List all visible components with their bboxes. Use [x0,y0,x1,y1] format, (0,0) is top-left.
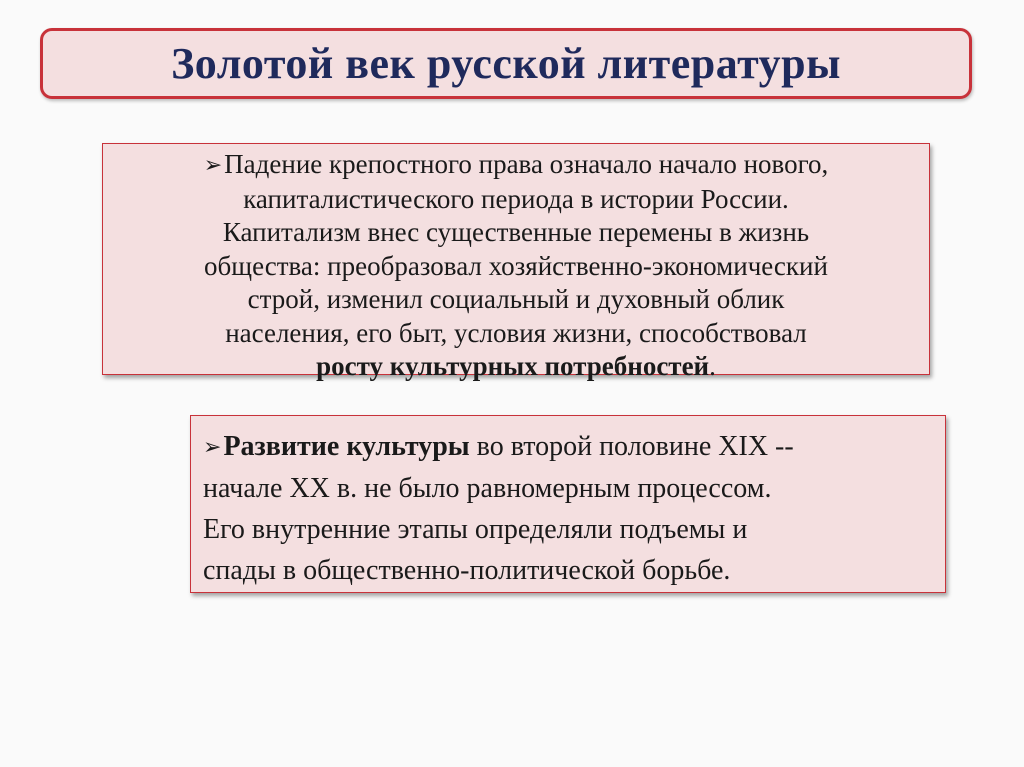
paragraph-line: общества: преобразовал хозяйственно-экономический [204,250,828,281]
emphasis-text: росту культурных потребностей [316,351,710,381]
arrow-bullet-icon: ➢ [203,435,222,460]
paragraph-line: строй, изменил социальный и духовный облик [247,284,785,314]
paragraph-line: Капитализм внес существенные перемены в жизнь [222,217,810,247]
paragraph-line [113,350,919,384]
paragraph-text: во второй половине XIX -- [469,431,794,462]
paragraph-line [203,426,935,468]
arrow-bullet-icon: ➢ [203,153,223,178]
paragraph-line [113,148,919,183]
paragraph-line: начале XX в. не было равномерным процессом. [203,473,772,504]
text-block-serfdom [102,143,930,381]
paragraph-end: . [709,351,716,381]
emphasis-text: Развитие культуры [223,431,470,462]
paragraph-line: спады в общественно-политической борьбе. [203,555,731,586]
text-block-culture [190,415,946,593]
title-box [40,28,972,99]
paragraph-line: Его внутренние этапы определяли подъемы и [203,514,748,545]
paragraph-text: Падение крепостного права означало начало нового, [224,149,829,179]
slide-title: Золотой век русской литературы [171,39,841,88]
paragraph-line: населения, его быт, условия жизни, способствовал [225,317,807,348]
paragraph-line: капиталистического периода в истории России. [243,183,789,214]
